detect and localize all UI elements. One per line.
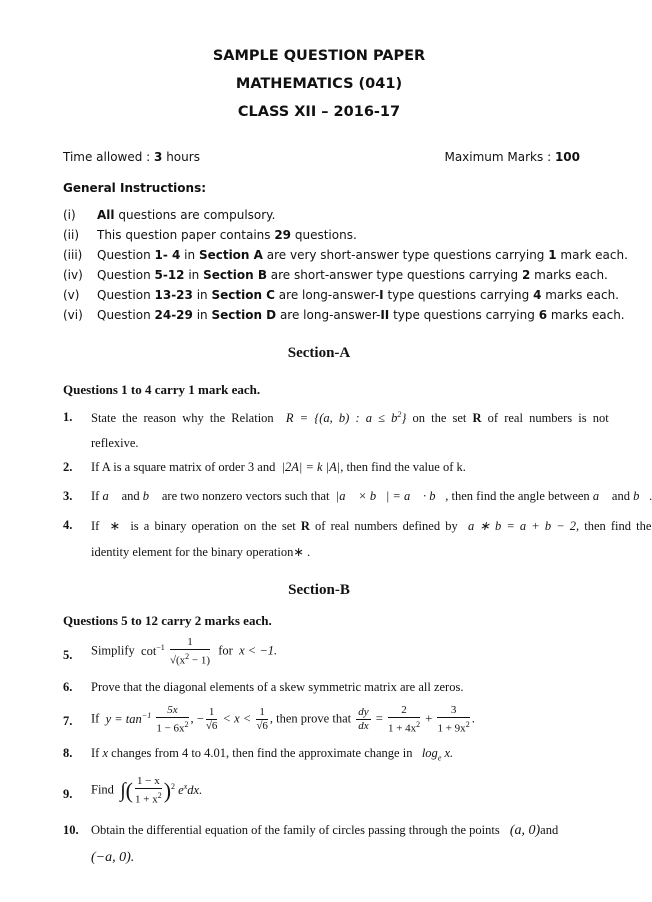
instruction-text: in xyxy=(192,288,212,302)
instruction-text: 1 xyxy=(548,248,557,262)
point-a-0: (a, 0) xyxy=(502,823,541,838)
instruction-item xyxy=(63,288,619,302)
section-b-subheading: Questions 5 to 12 carry 2 marks each. xyxy=(63,613,272,628)
star-operator: ∗ xyxy=(104,519,126,533)
instruction-text: marks each. xyxy=(530,268,608,282)
instruction-item xyxy=(63,228,357,242)
instruction-text: 2 xyxy=(521,268,531,282)
question-1: 1. State the reason why the Relation R = {(a, b) : $a \le b^2$} on the set R of real numbers is not xyxy=(63,410,609,426)
instruction-text: are long-answer- xyxy=(274,288,380,302)
instruction-text: in xyxy=(180,248,199,262)
question-1-continued: reflexive. xyxy=(91,436,139,450)
instruction-text: II xyxy=(380,308,390,322)
instruction-text: mark each. xyxy=(556,248,628,262)
instruction-text: are long-answer- xyxy=(276,308,381,322)
instruction-text: This question paper contains xyxy=(97,228,275,242)
instruction-text: in xyxy=(184,268,204,282)
maximum-marks: Maximum Marks : 100 xyxy=(444,150,580,164)
section-a-subheading: Questions 1 to 4 carry 1 mark each. xyxy=(63,382,261,397)
question-7: 7. If $y = \tan^{-1}$ $\frac{5x}{1 - 6x^2}$ , − $\frac{1}{√6}$ < x < $\frac{1}{√6}$ , then prove that $\frac{dy}{dx}$ = $\frac{2}{1 + 4x^2}$ + $\frac{3}{1 + 9x^2}$ . xyxy=(63,704,475,735)
instruction-number: (ii) xyxy=(63,228,80,242)
question-3: 3. If a⃗ and b⃗ are two nonzero vectors such that |a⃗ × b⃗| = a⃗ · b⃗, then find the angle between a⃗ and b⃗. xyxy=(63,489,652,503)
class-title: CLASS XII – 2016-17 xyxy=(237,104,401,120)
instruction-text: type questions carrying xyxy=(383,288,534,302)
instruction-number: (v) xyxy=(63,288,80,302)
instruction-text: marks each. xyxy=(547,308,625,322)
instruction-number: (iii) xyxy=(63,248,83,262)
question-9: 9. Find ∫( $\frac{1 - x}{1 + x^2}$ )$^2$ $e^xdx$. xyxy=(63,775,203,806)
point-minus-a-0: (−a, 0). xyxy=(91,850,135,865)
instruction-number: (iv) xyxy=(63,268,83,282)
instruction-text: questions are compulsory. xyxy=(114,208,276,222)
instruction-text: All xyxy=(97,208,115,222)
instruction-item xyxy=(63,208,275,222)
instruction-text: are very short-answer type questions carrying xyxy=(262,248,549,262)
vector-a: a⃗ xyxy=(102,489,119,503)
vector-b: b⃗ xyxy=(142,489,159,503)
question-5: 5. Simplify $\cot^{-1}$ $\frac{1}{√(x^2 - 1)}$ for x < −1. xyxy=(63,636,278,667)
vector-equation: |a⃗ × b⃗| = a⃗ · b⃗ xyxy=(332,489,446,503)
question-8: 8. If x changes from 4 to 4.01, then find the approximate change in $\log_e x$. xyxy=(63,746,454,763)
instruction-text: Question xyxy=(97,248,155,262)
instruction-number: (i) xyxy=(63,208,76,222)
subject-title: MATHEMATICS (041) xyxy=(235,76,403,92)
y-arctan: $y = \tan^{-1}$ xyxy=(102,710,152,726)
instruction-item xyxy=(63,308,625,322)
relation-formula: R = {(a, b) : $a \le b^2$} xyxy=(285,410,407,426)
instruction-text: Question xyxy=(97,288,155,302)
question-10-continued xyxy=(63,850,600,870)
instruction-text: Section C xyxy=(211,288,275,302)
section-b-title: Section-B xyxy=(288,582,350,598)
condition-x: x < −1. xyxy=(235,643,278,658)
instruction-text: 4 xyxy=(533,288,542,302)
instruction-text: 29 xyxy=(274,228,292,242)
derivative-dy-dx: $\frac{dy}{dx}$ xyxy=(358,706,369,733)
question-4: 4. If ∗ is a binary operation on the set R of real numbers defined by a ∗ b = a + b − 2, then find the xyxy=(63,518,652,533)
instruction-text: 6 xyxy=(538,308,548,322)
paper-title: SAMPLE QUESTION PAPER xyxy=(212,48,426,64)
instruction-text: type questions carrying xyxy=(389,308,539,322)
log-expression: $\log_e x$. xyxy=(415,746,454,763)
section-a-title: Section-A xyxy=(287,345,351,361)
instruction-text: Section A xyxy=(198,248,263,262)
fraction-1-over-sqrt: $\frac{1}{√(x^2 - 1)}$ xyxy=(169,636,211,667)
instruction-text: marks each. xyxy=(541,288,619,302)
instruction-text: 5-12 xyxy=(154,268,185,282)
determinant-formula: |2A| = k |A| xyxy=(278,460,341,474)
instruction-item xyxy=(63,248,628,262)
instruction-text: Question xyxy=(97,268,155,282)
question-10: 10. Obtain the differential equation of the family of circles passing through the points (a, 0)and xyxy=(63,823,559,838)
instruction-text: 13-23 xyxy=(154,288,193,302)
instruction-text: questions. xyxy=(291,228,357,242)
instruction-text: Section B xyxy=(203,268,267,282)
instruction-text: Section D xyxy=(211,308,277,322)
binary-operation-formula: a ∗ b = a + b − 2, xyxy=(462,519,580,533)
question-6: 6. Prove that the diagonal elements of a skew symmetric matrix are all zeros. xyxy=(63,680,464,694)
instruction-text: Question xyxy=(97,308,155,322)
instruction-text: in xyxy=(192,308,212,322)
time-allowed: Time allowed : 3 hours xyxy=(63,150,200,164)
instruction-text: 1- 4 xyxy=(154,248,181,262)
instruction-text: are short-answer type questions carrying xyxy=(266,268,522,282)
question-2: 2. If A is a square matrix of order 3 and |2A| = k |A|, then find the value of k. xyxy=(63,460,466,474)
question-4-continued: identity element for the binary operation∗ . xyxy=(91,545,311,559)
instruction-item xyxy=(63,268,608,282)
integral-expression: ∫( $\frac{1 - x}{1 + x^2}$ )$^2$ $e^xdx$. xyxy=(120,775,203,806)
instruction-text: 24-29 xyxy=(154,308,193,322)
instruction-text: I xyxy=(379,288,384,302)
arccot-expression: $\cot^{-1}$ xyxy=(137,642,165,658)
general-instructions-heading: General Instructions: xyxy=(63,181,207,195)
instruction-number: (vi) xyxy=(63,308,83,322)
